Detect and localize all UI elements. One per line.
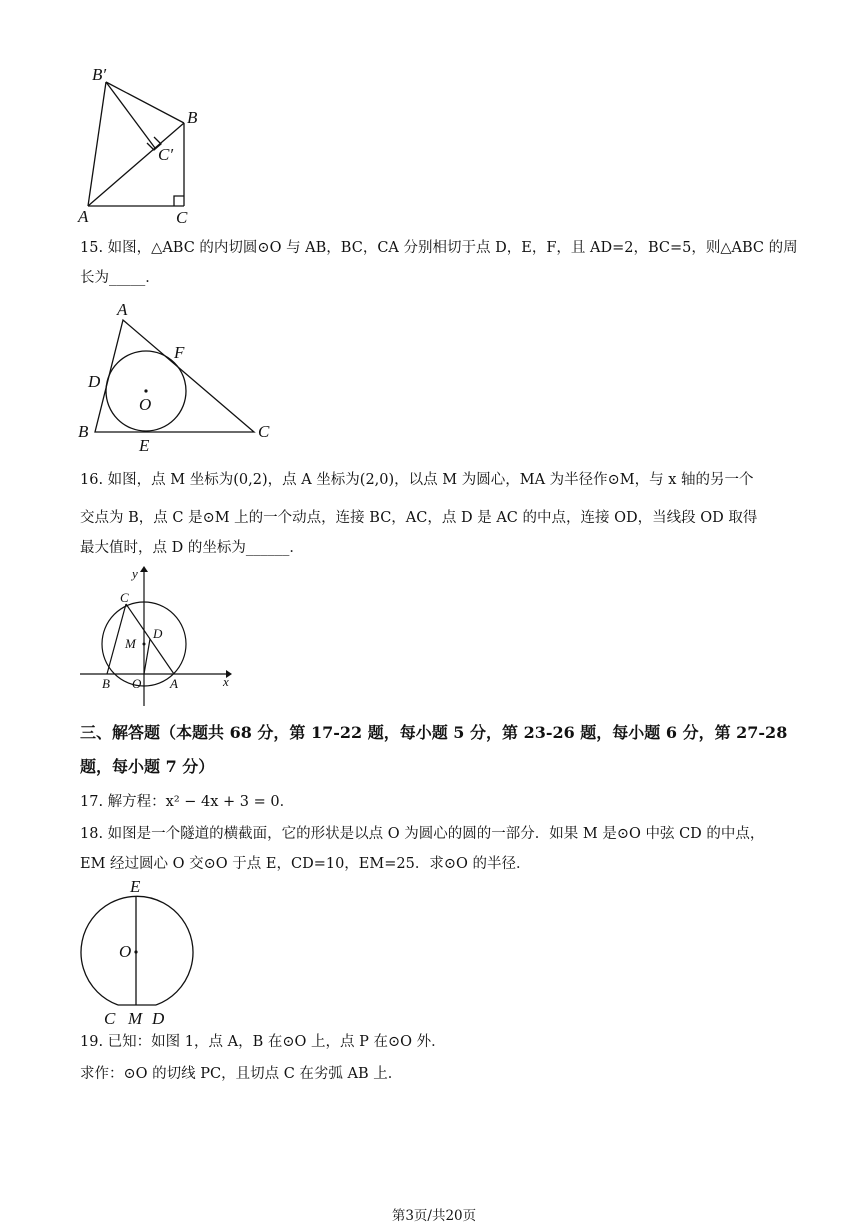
label-E: E [130,877,141,896]
label-F: F [174,343,185,362]
label-O: O [132,676,142,691]
label-C: C [258,422,270,441]
label-D: D [153,626,163,641]
label-Bp: B′ [92,65,107,84]
figure-q14 [70,60,220,230]
label-B: B [102,676,110,691]
question-16-line1: 16. 如图，点 M 坐标为(0,2)，点 A 坐标为(2,0)，以点 M 为圆心，MA 为半径作⊙M，与 x 轴的另一个 [80,472,754,488]
page-number: 第3页/共20页 [391,1208,477,1224]
label-M: M [125,636,136,651]
question-15-line1: 15. 如图，△ABC 的内切圆⊙O 与 AB，BC，CA 分别相切于点 D，E，F，且 AD=2，BC=5，则△ABC 的周 [80,240,798,256]
label-A: A [78,207,89,226]
label-x: x [223,674,229,689]
label-C: C [120,590,129,605]
label-E: E [139,436,150,455]
question-17: 17. 解方程：x² − 4x + 3 = 0． [80,794,295,810]
question-19-line1: 19. 已知：如图 1，点 A，B 在⊙O 上，点 P 在⊙O 外． [80,1034,446,1050]
question-19-line2: 求作：⊙O 的切线 PC，且切点 C 在劣弧 AB 上． [80,1066,403,1082]
label-Cp: C′ [158,145,174,164]
question-15-line2: 长为_____． [80,270,160,286]
figure-q18 [72,876,202,1028]
label-C: C [104,1009,116,1028]
section-heading-line2: 题，每小题 7 分） [80,757,215,776]
question-16-line2: 交点为 B，点 C 是⊙M 上的一个动点，连接 BC，AC，点 D 是 AC 的中点，连接 OD，当线段 OD 取得 [80,510,758,526]
label-y: y [132,566,138,581]
question-18-line1: 18. 如图是一个隧道的横截面，它的形状是以点 O 为圆心的圆的一部分．如果 M 是⊙O 中弦 CD 的中点， [80,826,765,842]
label-B: B [78,422,89,441]
label-O: O [139,395,152,414]
label-D: D [152,1009,165,1028]
label-C: C [176,208,188,227]
question-18-line2: EM 经过圆心 O 交⊙O 于点 E，CD=10，EM=25．求⊙O 的半径． [80,856,531,872]
label-A: A [170,676,178,691]
label-B: B [187,108,198,127]
label-M: M [128,1009,143,1028]
label-O: O [119,942,132,961]
label-D: D [88,372,101,391]
label-A: A [117,300,128,319]
figure-q16 [72,560,242,710]
section-heading-line1: 三、解答题（本题共 68 分，第 17-22 题，每小题 5 分，第 23-26 题，每小题 6 分，第 27-28 [80,723,788,742]
question-16-line3: 最大值时，点 D 的坐标为______． [80,540,304,556]
figure-q15 [72,296,282,456]
